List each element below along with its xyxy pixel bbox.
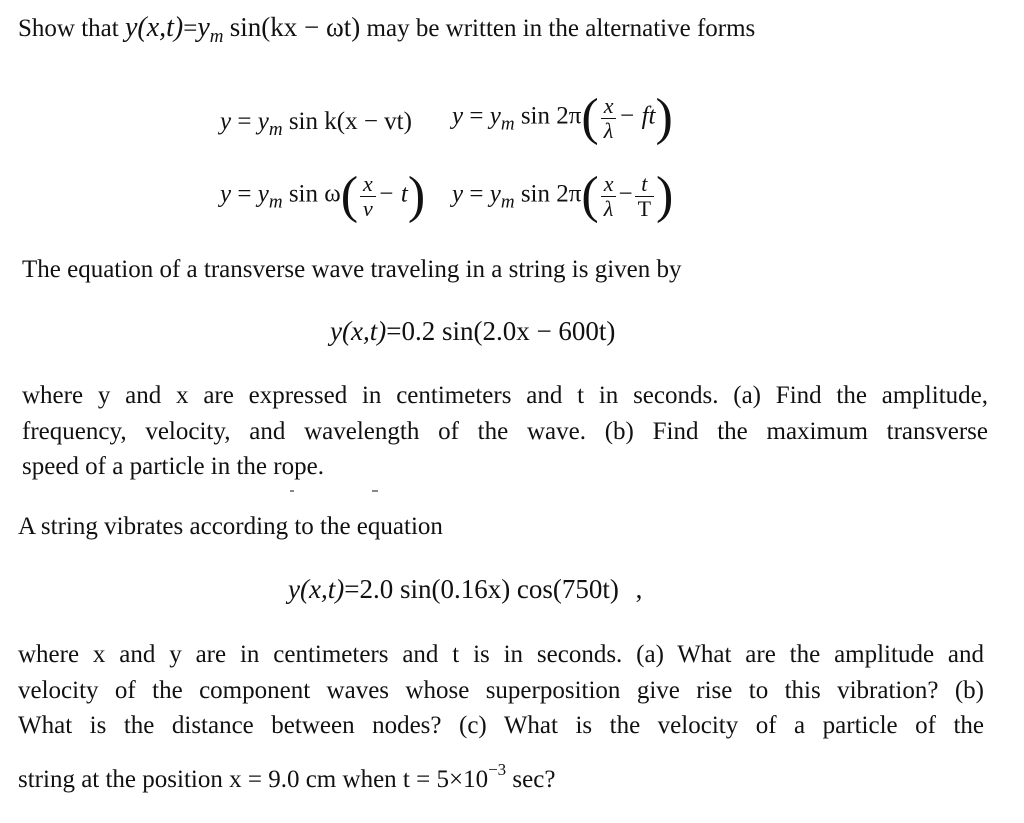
scan-mark (372, 490, 378, 492)
right-paren: ) (655, 89, 673, 146)
problem2-body-line2: frequency, velocity, and wavelength of the wave. (b) Find the maximum transverse (22, 418, 988, 445)
problem2-equation (330, 316, 615, 346)
left-paren: ( (581, 89, 599, 146)
line4-prefix: string at the position (18, 766, 223, 793)
line4-when: when (342, 766, 397, 793)
ym-subscript: m (209, 26, 224, 47)
problem2-intro: The equation of a transverse wave traveling in a string is given by (22, 256, 682, 283)
right-paren: ) (407, 167, 426, 224)
alt-form-1 (220, 107, 412, 145)
problem3-body-line3: What is the distance between nodes? (c) What is the velocity of a particle of the (18, 712, 984, 739)
fraction-t-over-T (635, 172, 654, 221)
left-paren: ( (581, 167, 599, 224)
ym-symbol: y (489, 180, 501, 208)
problem3-body-line1: where x and y are in centimeters and t is in seconds. (a) What are the amplitude and (18, 641, 984, 668)
line4-exponent: −3 (488, 760, 507, 779)
main-equation-rhs: sin(kx − ωt) (229, 12, 361, 42)
y-symbol: y (220, 108, 232, 135)
y-symbol: y (220, 180, 232, 208)
line4-suffix: sec? (512, 766, 556, 793)
form2-sin: sin 2π (520, 102, 582, 130)
fraction-numerator: t (635, 172, 654, 197)
alt-form-4 (452, 167, 674, 224)
equals-sign: = (344, 574, 360, 604)
alt-form-3 (220, 167, 426, 224)
line4-time: t = 5×10 (402, 766, 489, 793)
problem3-equation (288, 574, 642, 604)
main-equation-lhs: y(x,t) (124, 12, 184, 43)
fraction-numerator: x (360, 172, 376, 197)
ym-symbol: y (257, 180, 269, 208)
fraction-denominator: v (363, 195, 373, 221)
minus-sign: − (618, 180, 633, 208)
form2-tail: − ft (618, 102, 656, 130)
equals-sign: = (386, 316, 402, 346)
equals-sign: = (469, 102, 484, 130)
scan-mark (290, 490, 294, 492)
fraction-denominator: T (637, 195, 652, 221)
fraction-denominator: λ (603, 117, 614, 143)
ym-subscript: m (500, 191, 515, 213)
ym-symbol: y (197, 12, 210, 43)
intro-suffix-text: may be written in the alternative forms (366, 15, 756, 42)
problem3-body-line4 (18, 755, 555, 795)
alt-form-2 (452, 89, 673, 146)
y-symbol: y (452, 180, 464, 208)
problem1-intro (18, 12, 755, 52)
ym-symbol: y (489, 102, 501, 130)
left-paren: ( (340, 167, 359, 224)
equation-rhs: 0.2 sin(2.0x − 600t) (401, 316, 616, 346)
ym-symbol: y (257, 108, 269, 135)
fraction-x-over-v (360, 172, 376, 221)
equals-sign: = (469, 180, 484, 208)
problem2-body-line3: speed of a particle in the rope. (22, 453, 324, 480)
equation-lhs: y(x,t) (330, 316, 387, 346)
fraction-numerator: x (601, 172, 617, 197)
equation-lhs: y(x,t) (288, 574, 345, 604)
fraction-x-over-lambda (601, 172, 617, 221)
form3-tail: − t (377, 180, 408, 208)
equals-sign: = (237, 108, 252, 135)
problem2-body-line1: where y and x are expressed in centimeters and t in seconds. (a) Find the amplitude, (22, 382, 988, 409)
ym-subscript: m (268, 191, 283, 213)
y-symbol: y (452, 102, 464, 130)
right-paren: ) (656, 167, 674, 224)
ym-subscript: m (268, 119, 283, 140)
form4-sin: sin 2π (520, 180, 582, 208)
problem3-intro: A string vibrates according to the equation (18, 513, 443, 540)
form1-expression: sin k(x − vt) (288, 108, 412, 135)
equation-rhs: 2.0 sin(0.16x) cos(750t) (359, 574, 619, 604)
form3-sin: sin ω (288, 180, 341, 208)
equation-comma: , (635, 574, 643, 604)
equals-sign: = (237, 180, 252, 208)
equals-sign: = (183, 15, 198, 42)
problem3-body-line2: velocity of the component waves whose superposition give rise to this vibration? (b) (18, 677, 984, 704)
fraction-x-over-lambda (601, 94, 617, 143)
fraction-numerator: x (601, 94, 617, 119)
intro-prefix-text: Show that (18, 15, 119, 42)
line4-position: x = 9.0 cm (229, 766, 337, 793)
ym-subscript: m (500, 113, 515, 135)
fraction-denominator: λ (603, 195, 614, 221)
